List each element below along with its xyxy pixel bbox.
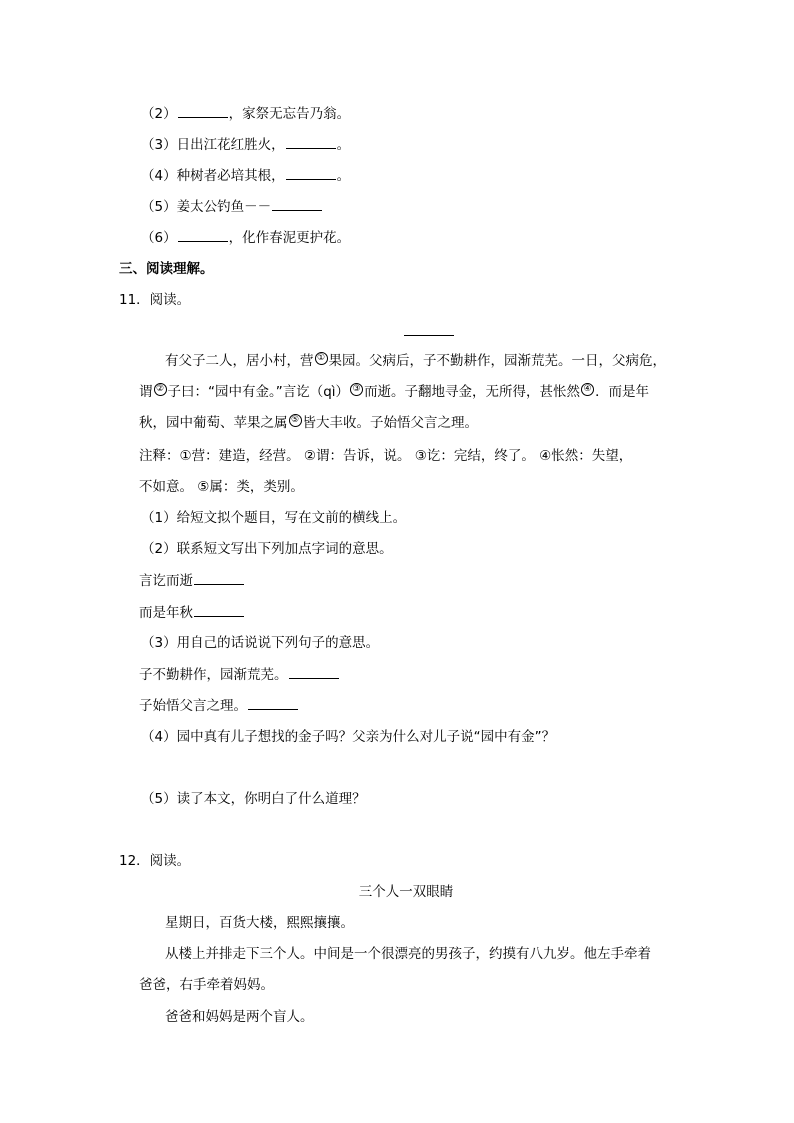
answer-blank[interactable] [286, 165, 336, 180]
question-number: （4） [141, 168, 177, 184]
question-number: （5） [141, 199, 177, 215]
section-heading: 三、阅读理解。 [119, 261, 214, 277]
question-12-label: 12．阅读。 [119, 853, 191, 869]
sub-question-2: （2）联系短文写出下列加点字词的意思。 [141, 541, 393, 557]
fill-question-5 [141, 196, 323, 217]
fill-question-2 [141, 103, 350, 124]
sub-question-4: （4）园中真有儿子想找的金子吗？父亲为什么对儿子说“园中有金”？ [141, 729, 556, 745]
question-text: 而是年秋 [139, 605, 193, 621]
punctuation: 。 [336, 168, 351, 184]
fill-question-4 [141, 165, 350, 186]
sub-question-5: （5）读了本文，你明白了什么道理？ [141, 791, 366, 807]
question-number: （6） [141, 230, 177, 246]
question-text: 子不勤耕作，园渐荒芜。 [139, 667, 288, 683]
sub-question-2a [139, 570, 245, 591]
passage-text: 子曰：“园中有金。”言讫（qì） [167, 384, 350, 400]
footnote-marker: ⑤ [289, 414, 302, 427]
answer-blank[interactable] [272, 196, 322, 211]
passage-text: 皆大丰收。子始悟父言之理。 [302, 415, 478, 431]
question-text: ，家祭无忘告乃翁。 [228, 106, 351, 122]
fill-question-6 [141, 227, 350, 248]
passage-text: 而逝。子翻地寻金，无所得，甚怅然 [364, 384, 581, 400]
passage-text: ．而是年 [595, 384, 650, 400]
answer-blank[interactable] [194, 570, 244, 585]
notes-line-2: 不如意。 ⑤属：类，类别。 [139, 479, 304, 495]
punctuation: 。 [336, 137, 351, 153]
footnote-marker: ④ [581, 383, 594, 396]
passage-paragraph-3: 爸爸和妈妈是两个盲人。 [165, 1009, 314, 1025]
answer-blank[interactable] [286, 134, 336, 149]
question-text: 姜太公钓鱼－－ [176, 199, 272, 215]
footnote-marker: ③ [350, 383, 363, 396]
passage-text: 有父子二人，居小村，营 [165, 353, 314, 369]
passage-paragraph-1: 星期日，百货大楼，熙熙攘攘。 [165, 915, 354, 931]
question-text: 种树者必培其根， [176, 168, 285, 184]
question-text: 子始悟父言之理。 [139, 698, 247, 714]
question-text: ，化作春泥更护花。 [228, 230, 351, 246]
sub-question-2b [139, 602, 245, 623]
question-number: （2） [141, 106, 177, 122]
answer-blank[interactable] [178, 227, 228, 242]
notes-line-1: 注释：①营：建造，经营。 ②谓：告诉，说。 ③讫：完结，终了。 ④怅然：失望， [139, 448, 633, 464]
answer-blank[interactable] [248, 695, 298, 710]
passage-line-2 [139, 382, 649, 402]
sub-question-3a [139, 664, 340, 685]
passage-title: 三个人一双眼睛 [358, 884, 454, 900]
passage-text: 果园。父病后，子不勤耕作，园渐荒芜。一日，父病危， [328, 353, 666, 369]
footnote-marker: ① [315, 352, 328, 365]
sub-question-3: （3）用自己的话说说下列句子的意思。 [141, 635, 380, 651]
sub-question-3b [139, 695, 299, 716]
question-text: 日出江花红胜火， [176, 137, 285, 153]
passage-line-3 [139, 413, 478, 433]
question-number: （3） [141, 137, 177, 153]
footnote-marker: ② [154, 383, 167, 396]
passage-paragraph-2-line-2: 爸爸，右手牵着妈妈。 [139, 977, 274, 993]
passage-line-1 [165, 351, 666, 371]
passage-text: 秋，园中葡萄、苹果之属 [139, 415, 288, 431]
passage-paragraph-2-line-1: 从楼上并排走下三个人。中间是一个很漂亮的男孩子，约摸有八九岁。他左手牵着 [165, 946, 651, 962]
question-11-label: 11．阅读。 [119, 292, 191, 308]
question-text: 言讫而逝 [139, 573, 193, 589]
title-answer-line[interactable] [404, 335, 454, 336]
passage-text: 谓 [139, 384, 153, 400]
answer-blank[interactable] [194, 602, 244, 617]
answer-blank[interactable] [178, 103, 228, 118]
fill-question-3 [141, 134, 350, 155]
answer-blank[interactable] [289, 664, 339, 679]
sub-question-1: （1）给短文拟个题目，写在文前的横线上。 [141, 510, 407, 526]
